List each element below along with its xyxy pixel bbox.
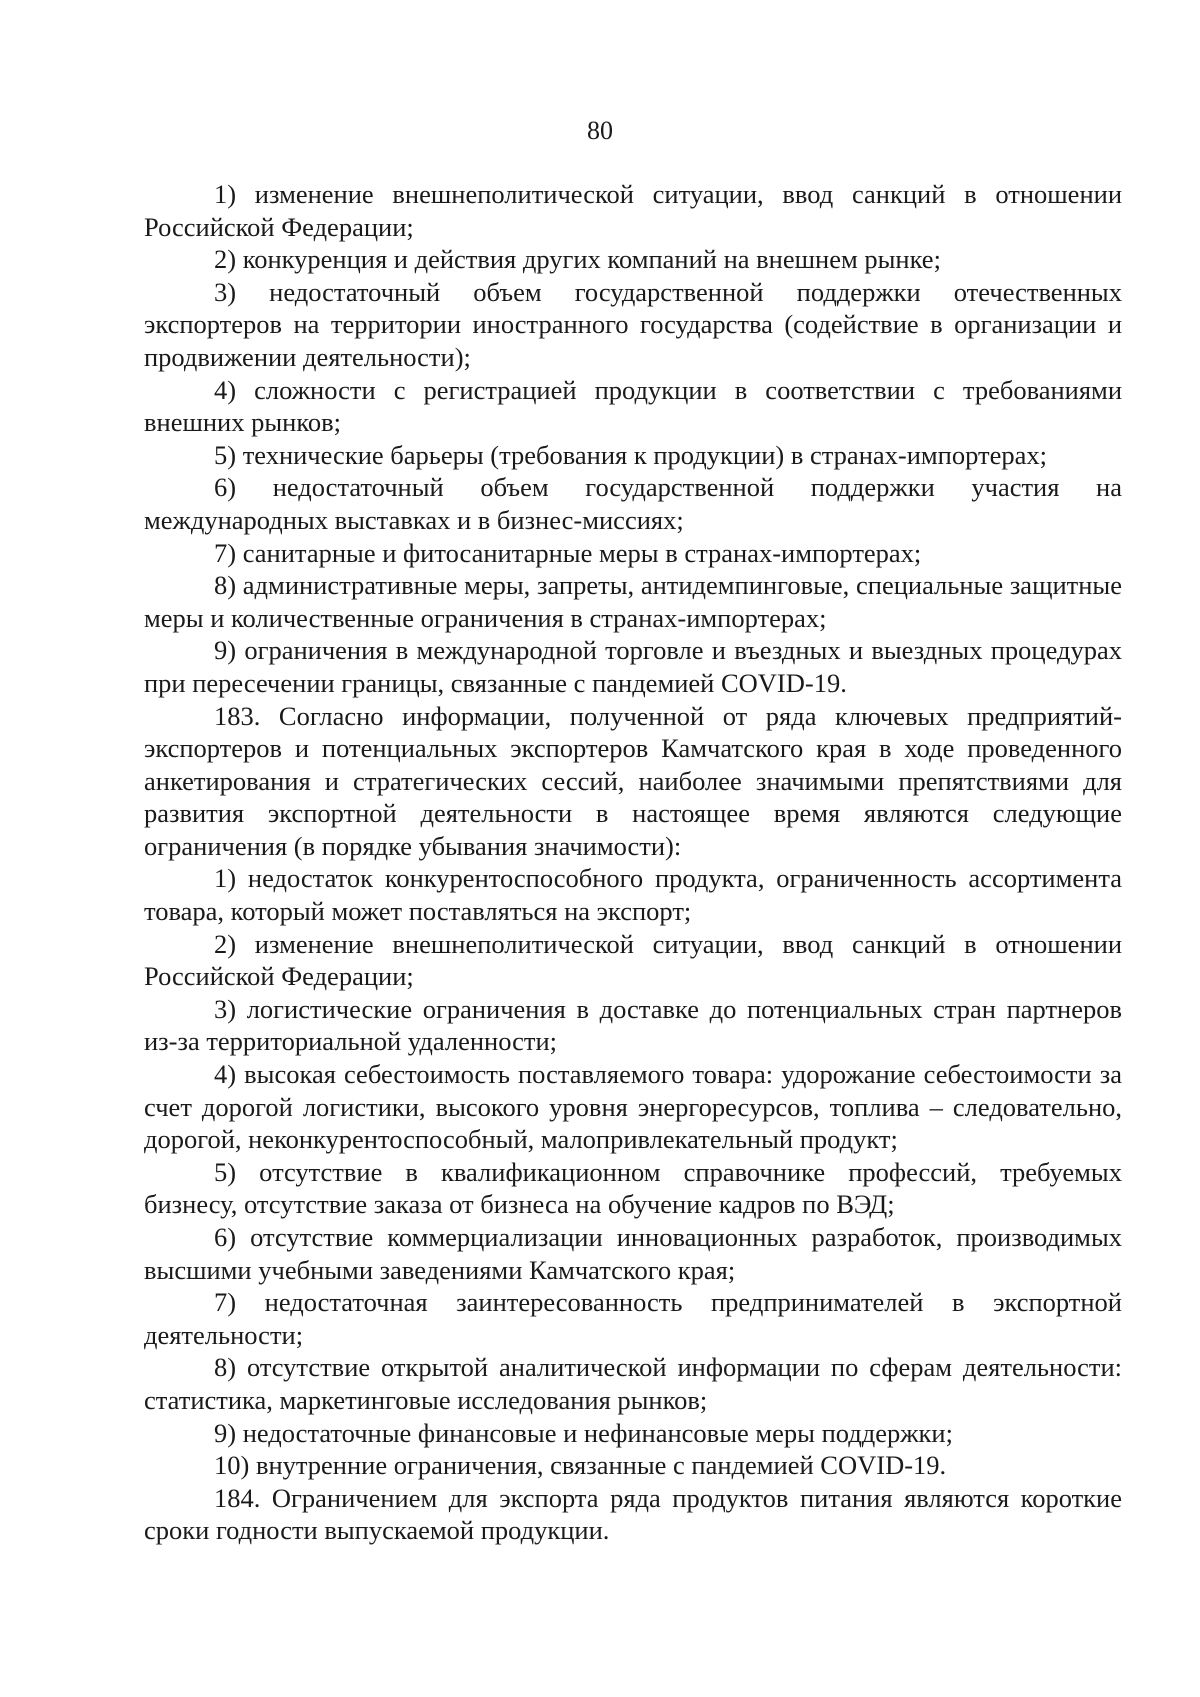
list-item: 7) санитарные и фитосанитарные меры в странах-импортерах; <box>214 537 922 568</box>
list-item: 5) отсутствие в квалификационном справочнике профессий, требуемых бизнесу, отсутствие заказа от бизнеса на обучение кадров по ВЭД; <box>144 1156 1122 1220</box>
list-item: 3) недостаточный объем государственной поддержки отечественных экспортеров на территории иностранного государства (содействие в организации и продвижении деятельности); <box>144 276 1122 372</box>
list-item: 4) сложности с регистрацией продукции в соответствии с требованиями внешних рынков; <box>144 374 1122 438</box>
list-item: 8) отсутствие открытой аналитической информации по сферам деятельности: статистика, маркетинговые исследования рынков; <box>144 1352 1122 1415</box>
list-item: 2) изменение внешнеполитической ситуации, ввод санкций в отношении Российской Федерации; <box>144 928 1122 992</box>
list-item: 8) административные меры, запреты, антидемпинговые, специальные защитные меры и количественные ограничения в странах-импортерах; <box>144 570 1122 633</box>
list-item: 6) недостаточный объем государственной поддержки участия на международных выставках и в бизнес-миссиях; <box>144 472 1122 535</box>
list-item: 3) логистические ограничения в доставке до потенциальных стран партнеров из-за территориальной удаленности; <box>144 993 1122 1057</box>
page-number: 80 <box>587 116 613 145</box>
list-item: 5) технические барьеры (требования к продукции) в странах-импортерах; <box>214 439 1047 470</box>
list-item: 10) внутренние ограничения, связанные с пандемией COVID-19. <box>214 1450 947 1481</box>
list-item: 2) конкуренция и действия других компаний на внешнем рынке; <box>214 244 941 275</box>
list-item: 1) изменение внешнеполитической ситуации, ввод санкций в отношении Российской Федерации; <box>144 179 1122 242</box>
list-item: 9) недостаточные финансовые и нефинансовые меры поддержки; <box>214 1417 953 1448</box>
list-item: 9) ограничения в международной торговле и въездных и выездных процедурах при пересечении границы, связанные с пандемией COVID-19. <box>144 635 1122 698</box>
list-item: 7) недостаточная заинтересованность предпринимателей в экспортной деятельности; <box>144 1287 1122 1350</box>
list-item: 6) отсутствие коммерциализации инновационных разработок, производимых высшими учебными заведениями Камчатского края; <box>144 1222 1122 1285</box>
numbered-paragraph-184: 184. Ограничением для экспорта ряда продуктов питания являются короткие сроки годности выпускаемой продукции. <box>144 1482 1122 1546</box>
list-item: 4) высокая себестоимость поставляемого товара: удорожание себестоимости за счет дорогой логистики, высокого уровня энергоресурсов, топлива – следовательно, дорогой, неконкурентоспособный, малопривлекательный продукт; <box>144 1059 1122 1155</box>
document-body <box>144 178 1122 1547</box>
list-item: 1) недостаток конкурентоспособного продукта, ограниченность ассортимента товара, который может поставляться на экспорт; <box>144 863 1122 927</box>
numbered-paragraph-183: 183. Согласно информации, полученной от ряда ключевых предприятий-экспортеров и потенциальных экспортеров Камчатского края в ходе проведенного анкетирования и стратегических сессий, наиболее значимыми препятствиями для развития экспортной деятельности в настоящее время являются следующие ограничения (в порядке убывания значимости): <box>144 700 1122 861</box>
